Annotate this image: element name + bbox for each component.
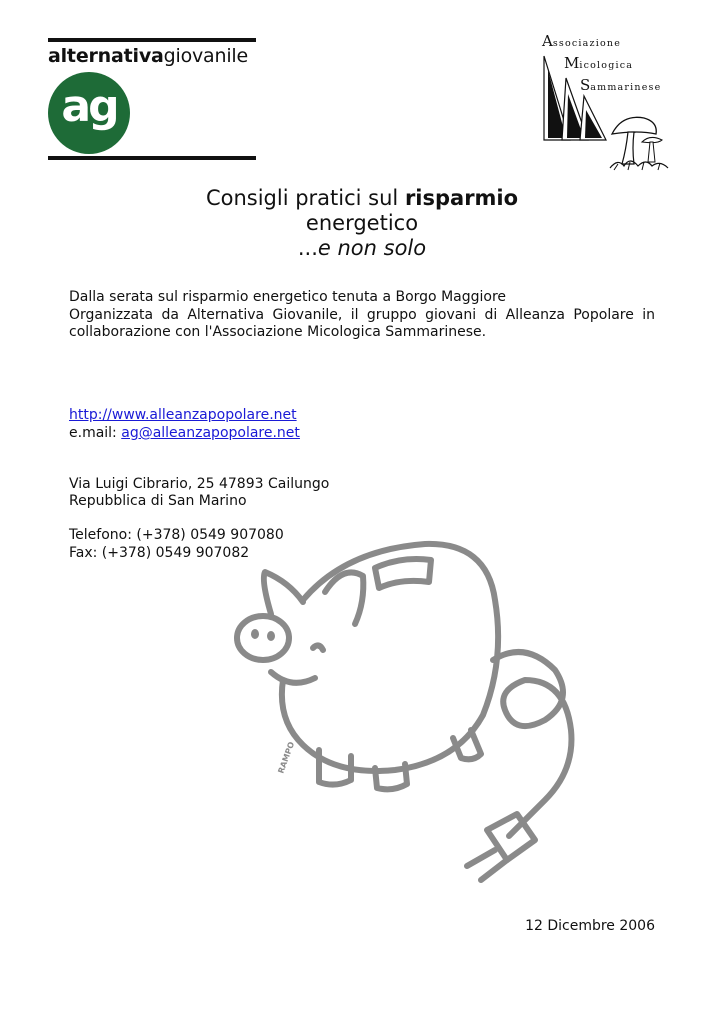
ag-logo-bottom-bar [48, 156, 256, 160]
mushroom-icon [608, 112, 672, 174]
document-date: 12 Dicembre 2006 [525, 918, 655, 934]
website-link[interactable]: http://www.alleanzapopolare.net [69, 407, 297, 423]
title-line-1: Consigli pratici sul risparmio [205, 186, 519, 210]
email-line [69, 425, 300, 443]
mountain-peaks-icon [540, 50, 610, 142]
website-line [69, 407, 297, 425]
ams-logo [536, 30, 676, 178]
email-label: e.mail: [69, 425, 122, 441]
ams-logo-line-3: Sammarinese [580, 76, 662, 94]
illustration-signature: RAMPO [276, 740, 297, 775]
ams-logo-line-2: Micologica [564, 54, 634, 72]
ag-logo-monogram: ag [61, 81, 117, 132]
ag-logo-word-bold: alternativa [48, 45, 164, 67]
title-subtitle: ...e non solo [297, 236, 427, 260]
ams-logo-line-1: Associazione [542, 32, 622, 50]
phone-line: Telefono: (+378) 0549 907080 [69, 527, 284, 543]
address-line-2: Repubblica di San Marino [69, 493, 247, 509]
title-line-2: energetico [305, 211, 419, 235]
intro-line-1: Dalla serata sul risparmio energetico tenuta a Borgo Maggiore [69, 289, 507, 305]
title-bold-word: risparmio [404, 186, 519, 210]
intro-line-2: Organizzata da Alternativa Giovanile, il gruppo giovani di Alleanza Popolare in collaborazione con l'Associazione Micologica Sammarinese. [69, 306, 655, 340]
fax-line: Fax: (+378) 0549 907082 [69, 545, 250, 561]
address-line-1: Via Luigi Cibrario, 25 47893 Cailungo [69, 476, 330, 492]
ag-logo-top-bar [48, 38, 256, 42]
intro-paragraph [69, 289, 655, 342]
ag-logo-circle [48, 72, 130, 154]
piggy-bank-plug-icon [225, 530, 590, 900]
page-title [0, 186, 724, 261]
ag-logo-wordmark [48, 44, 258, 68]
ag-logo-word-regular: giovanile [163, 45, 248, 67]
email-link[interactable]: ag@alleanzapopolare.net [121, 425, 300, 441]
